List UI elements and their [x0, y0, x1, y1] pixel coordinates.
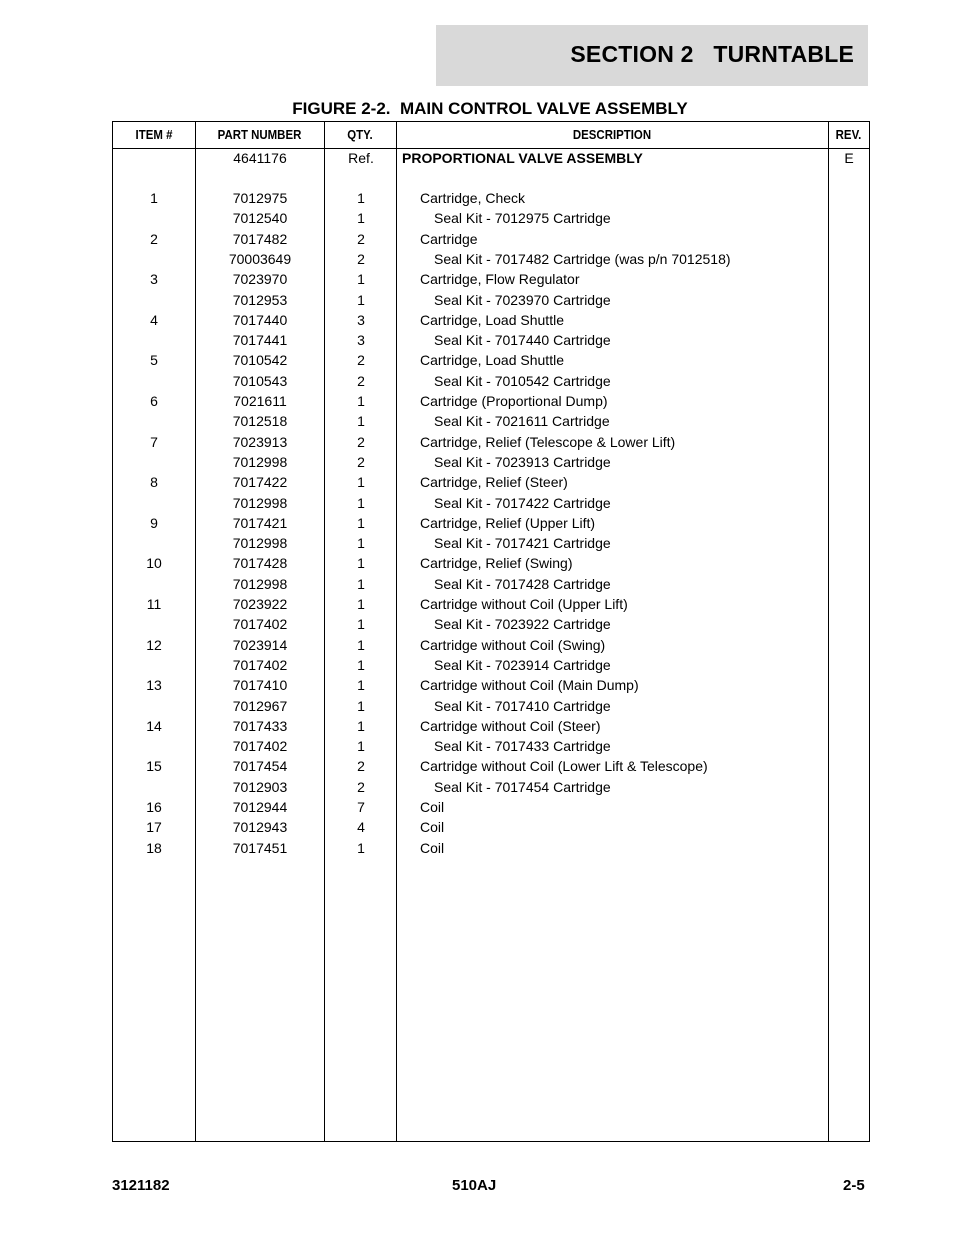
table-row	[113, 271, 869, 291]
description-cell: Cartridge, Check	[420, 190, 526, 206]
header-item: ITEM #	[135, 127, 173, 142]
table-row	[113, 210, 869, 230]
item-number-cell: 4	[150, 311, 158, 328]
description-cell: Coil	[420, 819, 445, 836]
part-number-cell: 7012903	[232, 778, 288, 795]
item-number-cell: 2	[150, 230, 158, 247]
table-row	[113, 799, 869, 819]
table-row	[113, 495, 869, 515]
header-qty: QTY.	[347, 127, 373, 142]
item-number-cell: 1	[150, 190, 158, 206]
quantity-cell: 1	[357, 717, 365, 734]
table-row	[113, 190, 869, 210]
part-number-cell: 7017454	[232, 758, 288, 775]
quantity-cell: 1	[357, 494, 365, 511]
part-number-cell: 7012943	[232, 819, 288, 836]
quantity-cell: 1	[357, 474, 365, 491]
table-row	[113, 454, 869, 474]
item-number-cell: 3	[150, 271, 158, 288]
description-cell: Seal Kit - 7017440 Cartridge	[434, 332, 611, 349]
table-row	[113, 698, 869, 718]
table-row	[113, 555, 869, 575]
description-cell: Cartridge	[420, 230, 478, 247]
part-number-cell: 7012540	[232, 210, 288, 227]
part-number-cell: 7017451	[232, 839, 288, 856]
description-cell: Seal Kit - 7023922 Cartridge	[434, 616, 611, 633]
table-row	[113, 596, 869, 616]
quantity-cell: 1	[357, 656, 365, 673]
footer-page-number: 2-5	[843, 1177, 865, 1194]
table-row	[113, 434, 869, 454]
header-description: DESCRIPTION	[572, 127, 652, 142]
quantity-cell: 2	[357, 778, 365, 795]
description-cell: Cartridge without Coil (Upper Lift)	[420, 596, 628, 612]
table-row	[113, 292, 869, 312]
part-number-cell: 4641176	[233, 150, 287, 166]
item-number-cell: 17	[146, 819, 162, 836]
table-row	[113, 352, 869, 372]
quantity-cell: 2	[357, 250, 365, 267]
item-number-cell: 5	[150, 352, 158, 369]
table-row	[113, 332, 869, 352]
part-number-cell: 7023970	[232, 271, 288, 288]
table-row	[113, 779, 869, 799]
description-cell: Seal Kit - 7023970 Cartridge	[434, 291, 611, 308]
table-row	[113, 515, 869, 535]
quantity-cell: 1	[357, 535, 365, 552]
description-cell: Seal Kit - 7021611 Cartridge	[434, 413, 610, 430]
table-row	[113, 840, 869, 860]
item-number-cell: 12	[146, 636, 162, 653]
table-row	[113, 535, 869, 555]
quantity-cell: 1	[357, 575, 365, 592]
part-number-cell: 7017428	[232, 555, 288, 572]
part-number-cell: 7023922	[232, 596, 288, 612]
assembly-row	[113, 150, 869, 170]
table-row	[113, 312, 869, 332]
table-row	[113, 393, 869, 413]
quantity-cell: 2	[357, 352, 365, 369]
part-number-cell: 7012998	[232, 453, 288, 470]
quantity-cell: 1	[357, 271, 365, 288]
description-cell: Coil	[420, 799, 445, 815]
table-row	[113, 413, 869, 433]
table-row	[113, 738, 869, 758]
table-row	[113, 819, 869, 839]
description-cell: Cartridge without Coil (Steer)	[420, 717, 601, 734]
quantity-cell: 1	[357, 697, 365, 714]
quantity-cell: 2	[357, 230, 365, 247]
quantity-cell: 4	[357, 819, 365, 836]
table-row	[113, 637, 869, 657]
description-cell: Seal Kit - 7010542 Cartridge	[434, 372, 611, 389]
part-number-cell: 7017482	[232, 230, 288, 247]
description-cell: Cartridge without Coil (Lower Lift & Telescope)	[420, 758, 708, 775]
part-number-cell: 7012975	[232, 190, 288, 206]
quantity-cell: 1	[357, 291, 365, 308]
part-number-cell: 7017410	[232, 677, 288, 694]
quantity-cell: 1	[357, 514, 365, 531]
quantity-cell: 1	[357, 413, 365, 430]
description-cell: Cartridge, Flow Regulator	[420, 271, 580, 288]
description-cell: PROPORTIONAL VALVE ASSEMBLY	[402, 150, 643, 166]
table-row	[113, 231, 869, 251]
description-cell: Cartridge (Proportional Dump)	[420, 393, 608, 409]
part-number-cell: 7012518	[232, 413, 288, 430]
quantity-cell: 1	[357, 210, 365, 227]
description-cell: Cartridge, Relief (Swing)	[420, 555, 573, 572]
item-number-cell: 13	[146, 677, 162, 694]
header-rev: REV.	[835, 127, 862, 142]
table-row	[113, 657, 869, 677]
quantity-cell: 1	[357, 616, 365, 633]
part-number-cell: 7017440	[232, 311, 288, 328]
part-number-cell: 7017433	[232, 717, 288, 734]
part-number-cell: 7012953	[232, 291, 288, 308]
table-row	[113, 373, 869, 393]
table-row	[113, 718, 869, 738]
description-cell: Cartridge, Relief (Steer)	[420, 474, 568, 491]
table-row	[113, 758, 869, 778]
item-number-cell: 8	[150, 474, 158, 491]
description-cell: Seal Kit - 7017422 Cartridge	[434, 494, 611, 511]
header-divider	[113, 148, 869, 149]
description-cell: Seal Kit - 7017421 Cartridge	[434, 535, 611, 552]
section-header	[436, 25, 868, 86]
figure-title: FIGURE 2-2. MAIN CONTROL VALVE ASSEMBLY	[292, 99, 688, 118]
description-cell: Seal Kit - 7017410 Cartridge	[434, 697, 611, 714]
item-number-cell: 14	[146, 717, 162, 734]
quantity-cell: 2	[357, 453, 365, 470]
part-number-cell: 7012998	[232, 494, 288, 511]
part-number-cell: 7012998	[232, 535, 288, 552]
quantity-cell: 1	[357, 636, 365, 653]
quantity-cell: 1	[357, 738, 365, 755]
part-number-cell: 7017441	[232, 332, 288, 349]
description-cell: Cartridge without Coil (Swing)	[420, 636, 606, 653]
description-cell: Seal Kit - 7023913 Cartridge	[434, 453, 611, 470]
part-number-cell: 7017421	[232, 514, 288, 531]
table-row	[113, 677, 869, 697]
quantity-cell: 3	[357, 332, 365, 349]
part-number-cell: 7010543	[232, 372, 288, 389]
quantity-cell: 1	[357, 839, 365, 856]
description-cell: Seal Kit - 7017433 Cartridge	[434, 738, 611, 755]
quantity-cell: 1	[357, 596, 365, 612]
part-number-cell: 7017402	[232, 656, 288, 673]
part-number-cell: 7023913	[232, 433, 288, 450]
section-title: SECTION 2 TURNTABLE	[570, 41, 854, 67]
part-number-cell: 7023914	[232, 636, 288, 653]
description-cell: Cartridge, Load Shuttle	[420, 311, 564, 328]
description-cell: Cartridge without Coil (Main Dump)	[420, 677, 639, 694]
description-cell: Cartridge, Relief (Upper Lift)	[420, 514, 596, 531]
part-number-cell: 7017402	[232, 738, 288, 755]
quantity-cell: 3	[357, 311, 365, 328]
table-row	[113, 251, 869, 271]
quantity-cell: 1	[357, 393, 365, 409]
part-number-cell: 7010542	[232, 352, 288, 369]
part-number-cell: 7021611	[233, 393, 287, 409]
table-row	[113, 616, 869, 636]
description-cell: Seal Kit - 7017428 Cartridge	[434, 575, 611, 592]
quantity-cell: 2	[357, 758, 365, 775]
description-cell: Seal Kit - 7023914 Cartridge	[434, 656, 611, 673]
table-row	[113, 576, 869, 596]
quantity-cell: 1	[357, 190, 365, 206]
quantity-cell: 1	[357, 555, 365, 572]
quantity-cell: 2	[357, 372, 365, 389]
parts-table	[112, 121, 870, 1142]
item-number-cell: 16	[146, 799, 162, 815]
part-number-cell: 7017402	[232, 616, 288, 633]
item-number-cell: 10	[146, 555, 162, 572]
quantity-cell: 2	[357, 433, 365, 450]
item-number-cell: 11	[146, 596, 162, 612]
description-cell: Cartridge, Load Shuttle	[420, 352, 564, 369]
item-number-cell: 18	[146, 839, 162, 856]
quantity-cell: 7	[357, 799, 365, 815]
part-number-cell: 7012967	[232, 697, 288, 714]
description-cell: Seal Kit - 7012975 Cartridge	[434, 210, 611, 227]
description-cell: Cartridge, Relief (Telescope & Lower Lift)	[420, 433, 676, 450]
footer-document-number: 3121182	[112, 1177, 170, 1194]
header-part-number: PART NUMBER	[217, 127, 302, 142]
revision-cell: E	[844, 150, 854, 166]
item-number-cell: 6	[150, 393, 158, 409]
item-number-cell: 9	[150, 514, 158, 531]
quantity-cell: 1	[357, 677, 365, 694]
quantity-cell: Ref.	[348, 150, 374, 166]
description-cell: Seal Kit - 7017454 Cartridge	[434, 778, 611, 795]
part-number-cell: 7012944	[232, 799, 288, 815]
item-number-cell: 7	[150, 433, 158, 450]
description-cell: Seal Kit - 7017482 Cartridge (was p/n 7012518)	[434, 250, 731, 267]
item-number-cell: 15	[146, 758, 162, 775]
part-number-cell: 70003649	[228, 250, 292, 267]
footer-model: 510AJ	[452, 1177, 497, 1194]
table-row	[113, 474, 869, 494]
description-cell: Coil	[420, 839, 445, 856]
part-number-cell: 7012998	[232, 575, 288, 592]
part-number-cell: 7017422	[232, 474, 288, 491]
